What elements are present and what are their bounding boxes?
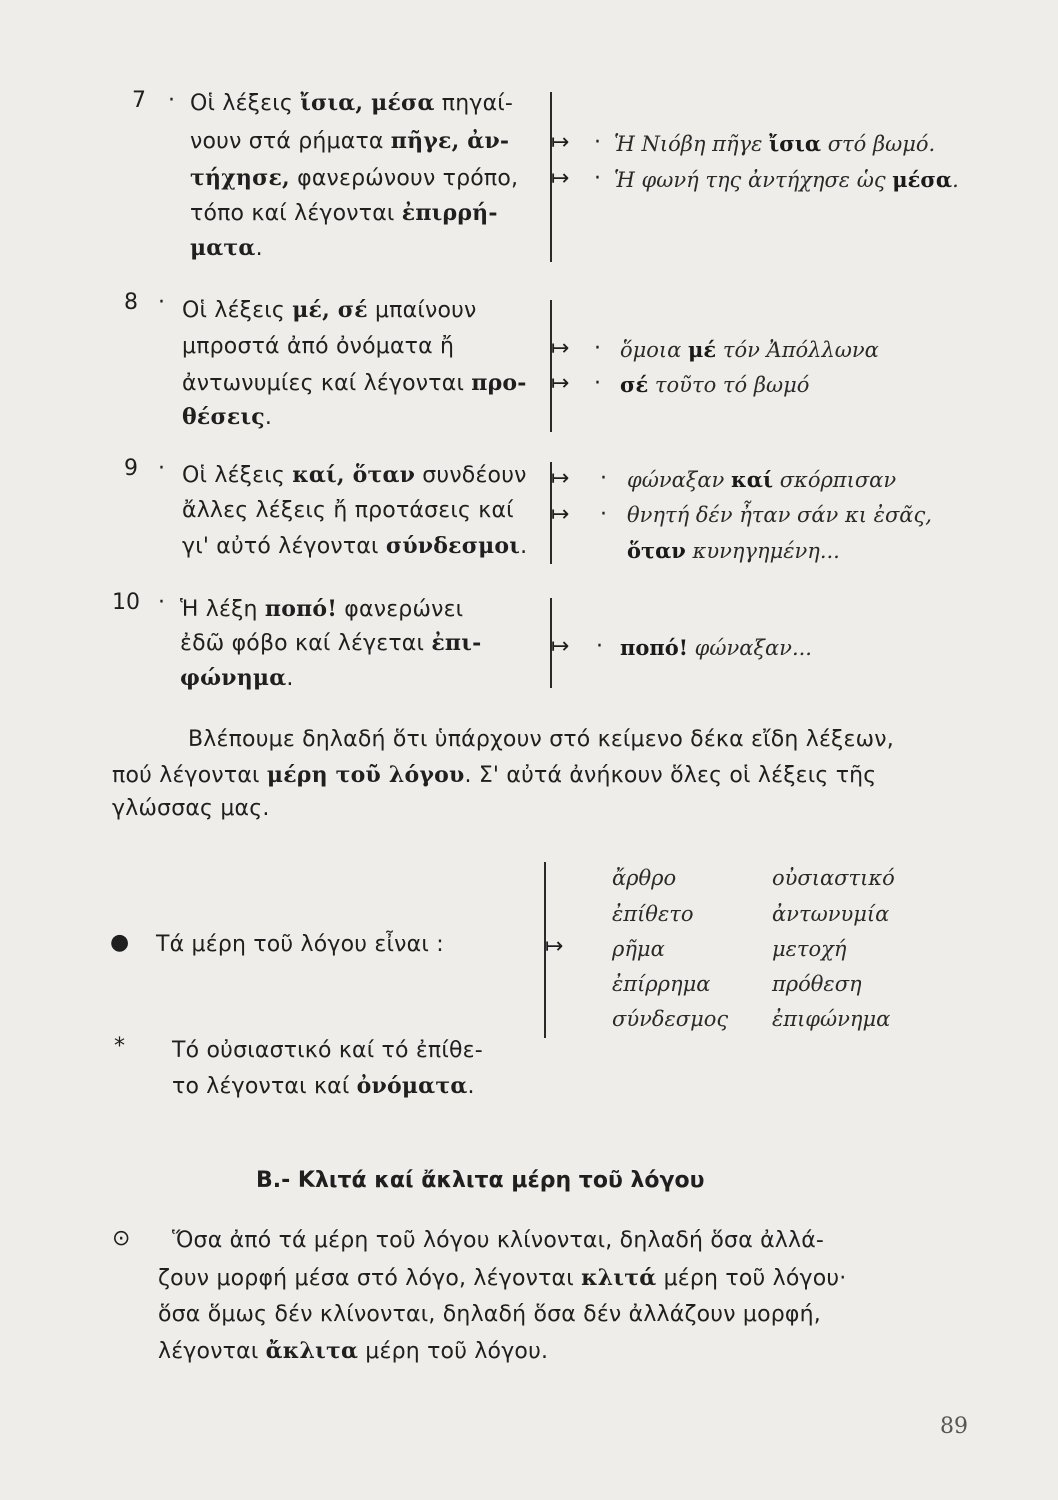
- item-7-line-4: τόπο καί λέγονται ἐπιρρή-: [190, 200, 498, 226]
- section-line-4: λέγονται ἄκλιτα μέρη τοῦ λόγου.: [158, 1338, 549, 1364]
- divider-line: [550, 300, 552, 432]
- example-dot: ·: [594, 130, 601, 155]
- item-8-example-2: σέ τοῦτο τό βωμό: [620, 372, 810, 397]
- item-10-line-2: ἐδῶ φόβο καί λέγεται ἐπι-: [180, 630, 482, 656]
- arrow-icon: ↦: [551, 634, 570, 659]
- example-dot: ·: [594, 166, 601, 191]
- section-line-3: ὅσα ὅμως δέν κλίνονται, δηλαδή ὅσα δέν ἀλλάζουν μορφή,: [158, 1302, 821, 1327]
- item-number: 7: [132, 88, 146, 113]
- part-name: ἐπίρρημα: [612, 972, 711, 996]
- item-7-line-1: Οἱ λέξεις ἴσια, μέσα πηγαί-: [190, 90, 514, 116]
- item-9-line-3: γι' αὐτό λέγονται σύνδεσμοι.: [182, 533, 528, 559]
- item-dot: ·: [158, 456, 165, 481]
- part-name: σύνδεσμος: [612, 1007, 729, 1031]
- item-10-example-1: ποπό! φώναξαν...: [620, 635, 812, 660]
- asterisk-mark: *: [114, 1034, 126, 1059]
- item-8-example-1: ὅμοια μέ τόν Ἀπόλλωνα: [620, 337, 879, 362]
- item-8-line-2: μπροστά ἀπό ὀνόματα ἤ: [182, 334, 455, 359]
- page-number: 89: [940, 1414, 968, 1439]
- part-name: ἀντωνυμία: [772, 902, 890, 926]
- arrow-icon: ↦: [551, 166, 570, 191]
- bullet-icon: ●: [110, 930, 130, 955]
- item-number: 10: [112, 590, 140, 615]
- item-dot: ·: [158, 290, 165, 315]
- circle-dot-icon: ⊙: [112, 1226, 131, 1251]
- item-8-line-4: θέσεις.: [182, 404, 273, 430]
- item-7-line-5: ματα.: [190, 235, 263, 261]
- item-9-line-1: Οἱ λέξεις καί, ὅταν συνδέουν: [182, 462, 527, 488]
- item-dot: ·: [158, 590, 165, 615]
- part-name: ἐπιφώνημα: [772, 1007, 891, 1031]
- item-8-line-3: ἀντωνυμίες καί λέγονται προ-: [182, 370, 527, 396]
- example-dot: ·: [594, 336, 601, 361]
- section-heading: Β.- Κλιτά καί ἄκλιτα μέρη τοῦ λόγου: [256, 1168, 705, 1193]
- part-name: οὐσιαστικό: [772, 866, 895, 890]
- item-7-example-1: Ἡ Νιόβη πῆγε ἴσια στό βωμό.: [614, 131, 936, 156]
- part-name: ρῆμα: [612, 937, 665, 961]
- part-name: μετοχή: [772, 937, 847, 961]
- arrow-icon: ↦: [551, 502, 570, 527]
- section-line-1: Ὅσα ἀπό τά μέρη τοῦ λόγου κλίνονται, δηλαδή ὅσα ἀλλά-: [172, 1228, 825, 1253]
- example-dot: ·: [596, 634, 603, 659]
- arrow-icon: ↦: [545, 934, 564, 959]
- item-8-line-1: Οἱ λέξεις μέ, σέ μπαίνουν: [182, 297, 477, 323]
- item-9-example-3: ὅταν κυνηγημένη...: [627, 538, 840, 563]
- paragraph-line-1: Βλέπουμε δηλαδή ὅτι ὑπάρχουν στό κείμενο δέκα εἴδη λέξεων,: [188, 727, 894, 752]
- note-line-1: Τό οὐσιαστικό καί τό ἐπίθε-: [172, 1038, 483, 1063]
- item-10-line-1: Ἡ λέξη ποπό! φανερώνει: [180, 596, 464, 622]
- item-7-line-3: τήχησε, φανερώνουν τρόπο,: [190, 165, 519, 191]
- paragraph-line-2: πού λέγονται μέρη τοῦ λόγου. Σ' αὐτά ἀνήκουν ὅλες οἱ λέξεις τῆς: [112, 762, 877, 788]
- item-9-line-2: ἄλλες λέξεις ἤ προτάσεις καί: [182, 498, 514, 523]
- item-dot: ·: [168, 88, 175, 113]
- part-name: ἐπίθετο: [612, 902, 694, 926]
- arrow-icon: ↦: [551, 466, 570, 491]
- item-number: 9: [124, 456, 138, 481]
- note-line-2: το λέγονται καί ὀνόματα.: [172, 1073, 475, 1099]
- paragraph-line-3: γλώσσας μας.: [112, 796, 270, 821]
- example-dot: ·: [600, 502, 607, 527]
- item-7-line-2: νουν στά ρήματα πῆγε, ἀν-: [190, 128, 510, 154]
- section-line-2: ζουν μορφή μέσα στό λόγο, λέγονται κλιτά μέρη τοῦ λόγου·: [158, 1265, 847, 1291]
- arrow-icon: ↦: [551, 371, 570, 396]
- example-dot: ·: [600, 466, 607, 491]
- item-number: 8: [124, 290, 138, 315]
- example-dot: ·: [594, 371, 601, 396]
- item-9-example-2: θνητή δέν ἦταν σάν κι ἐσᾶς,: [627, 503, 932, 527]
- arrow-icon: ↦: [551, 336, 570, 361]
- item-9-example-1: φώναξαν καί σκόρπισαν: [627, 467, 897, 492]
- part-name: πρόθεση: [772, 972, 862, 996]
- part-name: ἄρθρο: [612, 866, 677, 890]
- arrow-icon: ↦: [551, 130, 570, 155]
- parts-label: Τά μέρη τοῦ λόγου εἶναι :: [156, 932, 444, 957]
- item-7-example-2: Ἡ φωνή της ἀντήχησε ὡς μέσα.: [614, 167, 959, 192]
- item-10-line-3: φώνημα.: [180, 665, 294, 691]
